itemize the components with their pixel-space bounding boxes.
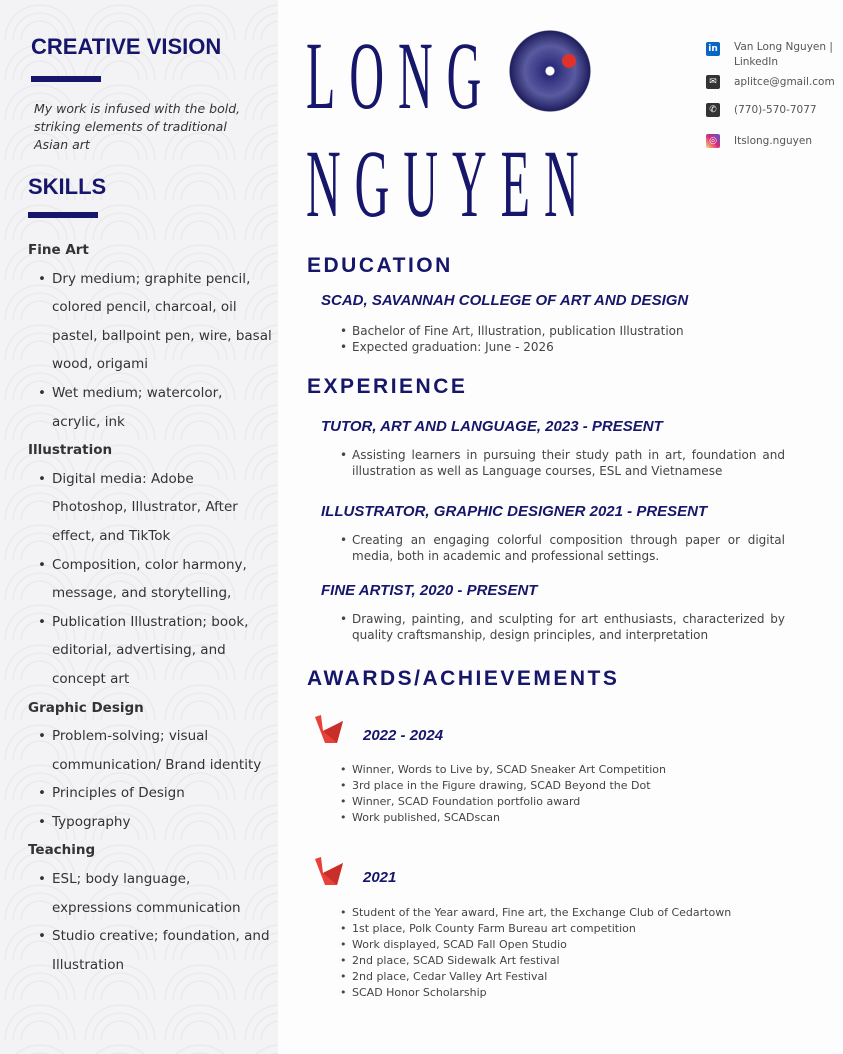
- job-title: TUTOR, ART AND LANGUAGE, 2023 - PRESENT: [321, 418, 663, 435]
- award-item: • 1st place, Polk County Farm Bureau art competition: [340, 921, 785, 937]
- education-heading: EDUCATION: [307, 254, 453, 277]
- job-detail: • Creating an engaging colorful composition through paper or digital media, both in academic and professional settings.: [340, 532, 785, 564]
- skill-item: • Digital media: Adobe Photoshop, Illustrator, After effect, and TikTok: [52, 465, 273, 551]
- skill-item: • Principles of Design: [52, 779, 273, 808]
- phone-icon: ✆: [706, 103, 720, 117]
- instagram-icon: ◎: [706, 134, 720, 148]
- award-item: • 2nd place, Cedar Valley Art Festival: [340, 969, 785, 985]
- award-item: • 3rd place in the Figure drawing, SCAD Beyond the Dot: [340, 778, 785, 794]
- skill-item: • Typography: [52, 808, 273, 837]
- skills-heading: SKILLS: [28, 174, 107, 199]
- heading-underline: [28, 212, 98, 218]
- creative-vision-heading: CREATIVE VISION: [31, 34, 222, 59]
- award-list: [340, 905, 785, 1001]
- skill-item: • Publication Illustration; book, editorial, advertising, and concept art: [52, 608, 273, 694]
- skill-category: Fine Art: [28, 242, 89, 258]
- email-icon: ✉: [706, 75, 720, 89]
- skill-category: Graphic Design: [28, 699, 144, 716]
- skill-items: [28, 865, 273, 979]
- school-name: SCAD, SAVANNAH COLLEGE OF ART AND DESIGN: [321, 292, 689, 309]
- contact-text: aplitce@gmail.com: [734, 76, 835, 88]
- award-item: • Work displayed, SCAD Fall Open Studio: [340, 937, 785, 953]
- linkedin-icon: in: [706, 42, 720, 56]
- contact-text: Van Long Nguyen | LinkedIn: [734, 41, 833, 68]
- education-item: • Expected graduation: June - 2026: [340, 339, 785, 355]
- job-details: [340, 611, 785, 643]
- job-title: FINE ARTIST, 2020 - PRESENT: [321, 582, 538, 599]
- heading-underline: [31, 76, 101, 82]
- origami-crane-icon: [313, 855, 349, 887]
- first-name: LONG: [306, 22, 496, 129]
- crane-logo: [509, 30, 591, 112]
- intro-text: My work is infused with the bold, striking elements of traditional Asian art: [34, 101, 241, 152]
- award-item: • Student of the Year award, Fine art, the Exchange Club of Cedartown: [340, 905, 785, 921]
- education-item: • Bachelor of Fine Art, Illustration, publication Illustration: [340, 323, 785, 339]
- skill-items: [28, 265, 273, 437]
- award-item: • Work published, SCADscan: [340, 810, 785, 826]
- award-item: • 2nd place, SCAD Sidewalk Art festival: [340, 953, 785, 969]
- job-title: ILLUSTRATOR, GRAPHIC DESIGNER 2021 - PRESENT: [321, 503, 708, 520]
- skill-item: • Studio creative; foundation, and Illustration: [52, 922, 273, 979]
- award-year: 2022 - 2024: [363, 727, 444, 744]
- skill-category: Illustration: [28, 442, 113, 459]
- skill-items: [28, 722, 273, 836]
- skill-item: • Dry medium; graphite pencil, colored pencil, charcoal, oil pastel, ballpoint pen, wire, basal wood, origami: [52, 265, 273, 379]
- award-year: 2021: [363, 869, 397, 886]
- awards-heading: AWARDS/ACHIEVEMENTS: [307, 667, 620, 690]
- award-item: • SCAD Honor Scholarship: [340, 985, 785, 1001]
- job-details: [340, 447, 785, 479]
- skill-category: Teaching: [28, 842, 96, 859]
- job-detail: • Drawing, painting, and sculpting for art enthusiasts, characterized by quality craftsmanship, design principles, and interpretation: [340, 611, 785, 643]
- skill-items: [28, 465, 273, 694]
- skill-item: • Composition, color harmony, message, and storytelling,: [52, 551, 273, 608]
- left-column: [0, 0, 278, 1054]
- award-item: • Winner, SCAD Foundation portfolio award: [340, 794, 785, 810]
- award-item: • Winner, Words to Live by, SCAD Sneaker Art Competition: [340, 762, 785, 778]
- skill-item: • ESL; body language, expressions communication: [52, 865, 273, 922]
- experience-heading: EXPERIENCE: [307, 375, 468, 398]
- award-list: [340, 762, 785, 826]
- last-name: NGUYEN: [306, 130, 593, 237]
- job-details: [340, 532, 785, 564]
- skill-item: • Wet medium; watercolor, acrylic, ink: [52, 379, 273, 436]
- skill-item: • Problem-solving; visual communication/ Brand identity: [52, 722, 273, 779]
- job-detail: • Assisting learners in pursuing their study path in art, foundation and illustration as well as Language courses, ESL and Vietnamese: [340, 447, 785, 479]
- skills-list: [28, 236, 273, 979]
- origami-crane-icon: [313, 713, 349, 745]
- contact-text: Itslong.nguyen: [734, 135, 812, 147]
- education-list: [340, 323, 785, 355]
- red-sun-icon: [562, 54, 576, 68]
- contact-text: (770)-570-7077: [734, 104, 817, 116]
